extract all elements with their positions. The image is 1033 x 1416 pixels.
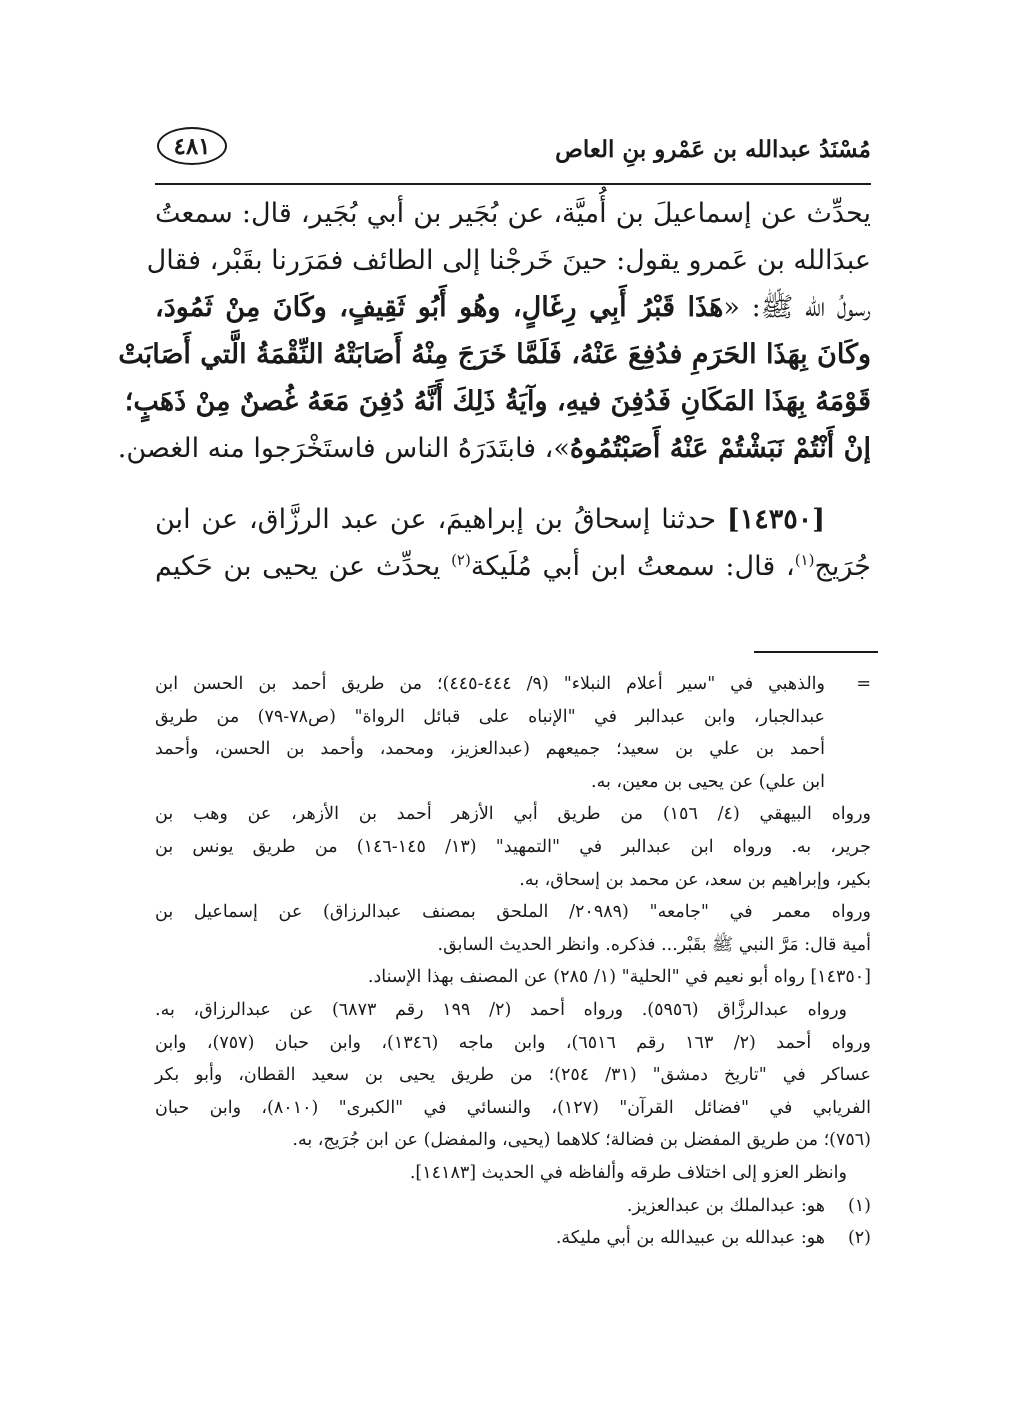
footnote-line: (٧٥٦)؛ من طريق المفضل بن فضالة؛ كلاهما (يحيى، والمفضل) عن ابن جُرَيج، به. bbox=[292, 1130, 871, 1151]
footnote-line: وانظر العزو إلى اختلاف طرقه وألفاظه في الحديث [١٤١٨٣]. bbox=[409, 1162, 847, 1183]
footnote-line: [١٤٣٥٠] رواه أبو نعيم في "الحلية" (١/ ٢٨٥) عن المصنف بهذا الإسناد. bbox=[367, 967, 871, 988]
footnote-divider bbox=[754, 651, 878, 653]
page-header bbox=[155, 118, 871, 180]
footnotes bbox=[155, 668, 871, 1255]
footnote-ref[interactable]: (٢) bbox=[451, 551, 471, 569]
footnote-line: ورواه البيهقي (٤/ ١٥٦) من طريق أبي الأزهر أحمد بن الأزهر، عن وهب بن bbox=[155, 804, 871, 825]
footnote-ref[interactable]: (١) bbox=[794, 551, 815, 569]
footnote-line: ورواه أحمد (٢/ ١٦٣ رقم ٦٥١٦)، وابن ماجه (١٣٤٦)، وابن حبان (٧٥٧)، وابن bbox=[155, 1032, 872, 1053]
hadith-quote-line: قَوْمَهُ بِهَذَا المَكَانِ فَدُفِنَ فيهِ، وآيَةُ ذَلِكَ أَنَّهُ دُفِنَ مَعَهُ غُصنٌ مِنْ ذَهَبٍ؛ bbox=[124, 386, 871, 417]
footnote-line: أحمد بن علي بن سعيد؛ جميعهم (عبدالعزيز، ومحمد، وأحمد بن الحسن، وأحمد bbox=[155, 739, 825, 760]
footnote-line: عساكر في "تاريخ دمشق" (٣١/ ٢٥٤)؛ من طريق يحيى بن سعيد القطان، وأبو بكر bbox=[155, 1065, 871, 1086]
text-line: يحدِّث عن إسماعيلَ بن أُميَّة، عن بُجَير بن أبي بُجَير، قال: سمعتُ bbox=[155, 198, 871, 229]
text-line: عبدَالله بن عَمرو يقول: حينَ خَرجْنا إلى الطائف فمَرَرنا بقَبْر، فقال bbox=[146, 245, 871, 276]
text-line: إنْ أَنْتُمْ نَبَشْتُمْ عَنْهُ أَصَبْتُمُوهُ»، فابتَدَرَهُ الناس فاستَخْرَجوا منه الغصن. bbox=[117, 433, 871, 464]
footnote-line: أمية قال: مَرَّ النبي ﷺ بقَبْر... فذكره. وانظر الحديث السابق. bbox=[437, 934, 871, 955]
footnote-line: بكير، وإبراهيم بن سعد، عن محمد بن إسحاق، به. bbox=[519, 869, 871, 890]
footnote-line: جرير، به. ورواه ابن عبدالبر في "التمهيد" (١٣/ ١٤٥-١٤٦) من طريق يونس بن bbox=[155, 836, 871, 857]
text-line: جُرَيج$^{(١)}$، قال: سمعتُ ابن أبي مُلَيكة$^{(٢)}$ يحدِّث عن يحيى بن حَكيم bbox=[155, 551, 871, 582]
footnote-marker: (٢) bbox=[847, 1228, 871, 1249]
footnote-line: عبدالجبار، وابن عبدالبر في "الإنباه على قبائل الرواة" (ص٧٨-٧٩) من طريق bbox=[155, 706, 825, 727]
footnote-marker: (١) bbox=[847, 1195, 871, 1216]
footnote-line: (٢)هو: عبدالله بن عبيدالله بن أبي مليكة. bbox=[155, 1222, 871, 1255]
footnote-line: (١)هو: عبدالملك بن عبدالعزيز. bbox=[155, 1190, 871, 1223]
text-line: رسولُ الله ﷺ: «هَذَا قَبْرُ أَبِي رِغَالٍ، وهُو أَبُو ثَقِيفٍ، وكَانَ مِنْ ثَمُودَ، bbox=[155, 292, 871, 323]
page-number: ٤٨١ bbox=[157, 127, 227, 165]
hadith-quote: إنْ أَنْتُمْ نَبَشْتُمْ عَنْهُ أَصَبْتُمُوهُ bbox=[569, 433, 871, 464]
header-divider bbox=[155, 183, 871, 185]
footnote-line: ورواه معمر في "جامعه" (٢٠٩٨٩/ الملحق بمصنف عبدالرزاق) عن إسماعيل بن bbox=[155, 902, 871, 923]
footnote-line: =والذهبي في "سير أعلام النبلاء" (٩/ ٤٤٤-٤٤٥)؛ من طريق أحمد بن الحسن ابن bbox=[155, 668, 871, 701]
running-title: مُسْنَدُ عبدالله بن عَمْرو بنِ العاص bbox=[555, 136, 871, 163]
main-text bbox=[117, 190, 871, 590]
footnote-line: الفريابي في "فضائل القرآن" (١٢٧)، والنسائي في "الكبرى" (٨٠١٠)، وابن حبان bbox=[155, 1097, 871, 1118]
text-line: [١٤٣٥٠] حدثنا إسحاقُ بن إبراهيمَ، عن عبد الرزَّاق، عن ابن bbox=[155, 504, 825, 535]
footnote-line: ورواه عبدالرزَّاق (٥٩٥٦). ورواه أحمد (٢/ ١٩٩ رقم ٦٨٧٣) عن عبدالرزاق، به. bbox=[155, 999, 847, 1020]
footnote-line: ابن علي) عن يحيى بن معين، به. bbox=[591, 771, 825, 792]
continuation-marker: = bbox=[856, 674, 871, 694]
hadith-quote-line: وكَانَ بِهَذَا الحَرَمِ فدُفِعَ عَنْهُ، فَلَمَّا خَرَجَ مِنْهُ أَصَابَتْهُ النِّقْمَةُ الَّتي أَصَابَتْ bbox=[118, 339, 871, 370]
hadith-number: [١٤٣٥٠] bbox=[726, 504, 825, 535]
hadith-quote: هَذَا قَبْرُ أَبِي رِغَالٍ، وهُو أَبُو ثَقِيفٍ، وكَانَ مِنْ ثَمُودَ، bbox=[155, 292, 724, 323]
